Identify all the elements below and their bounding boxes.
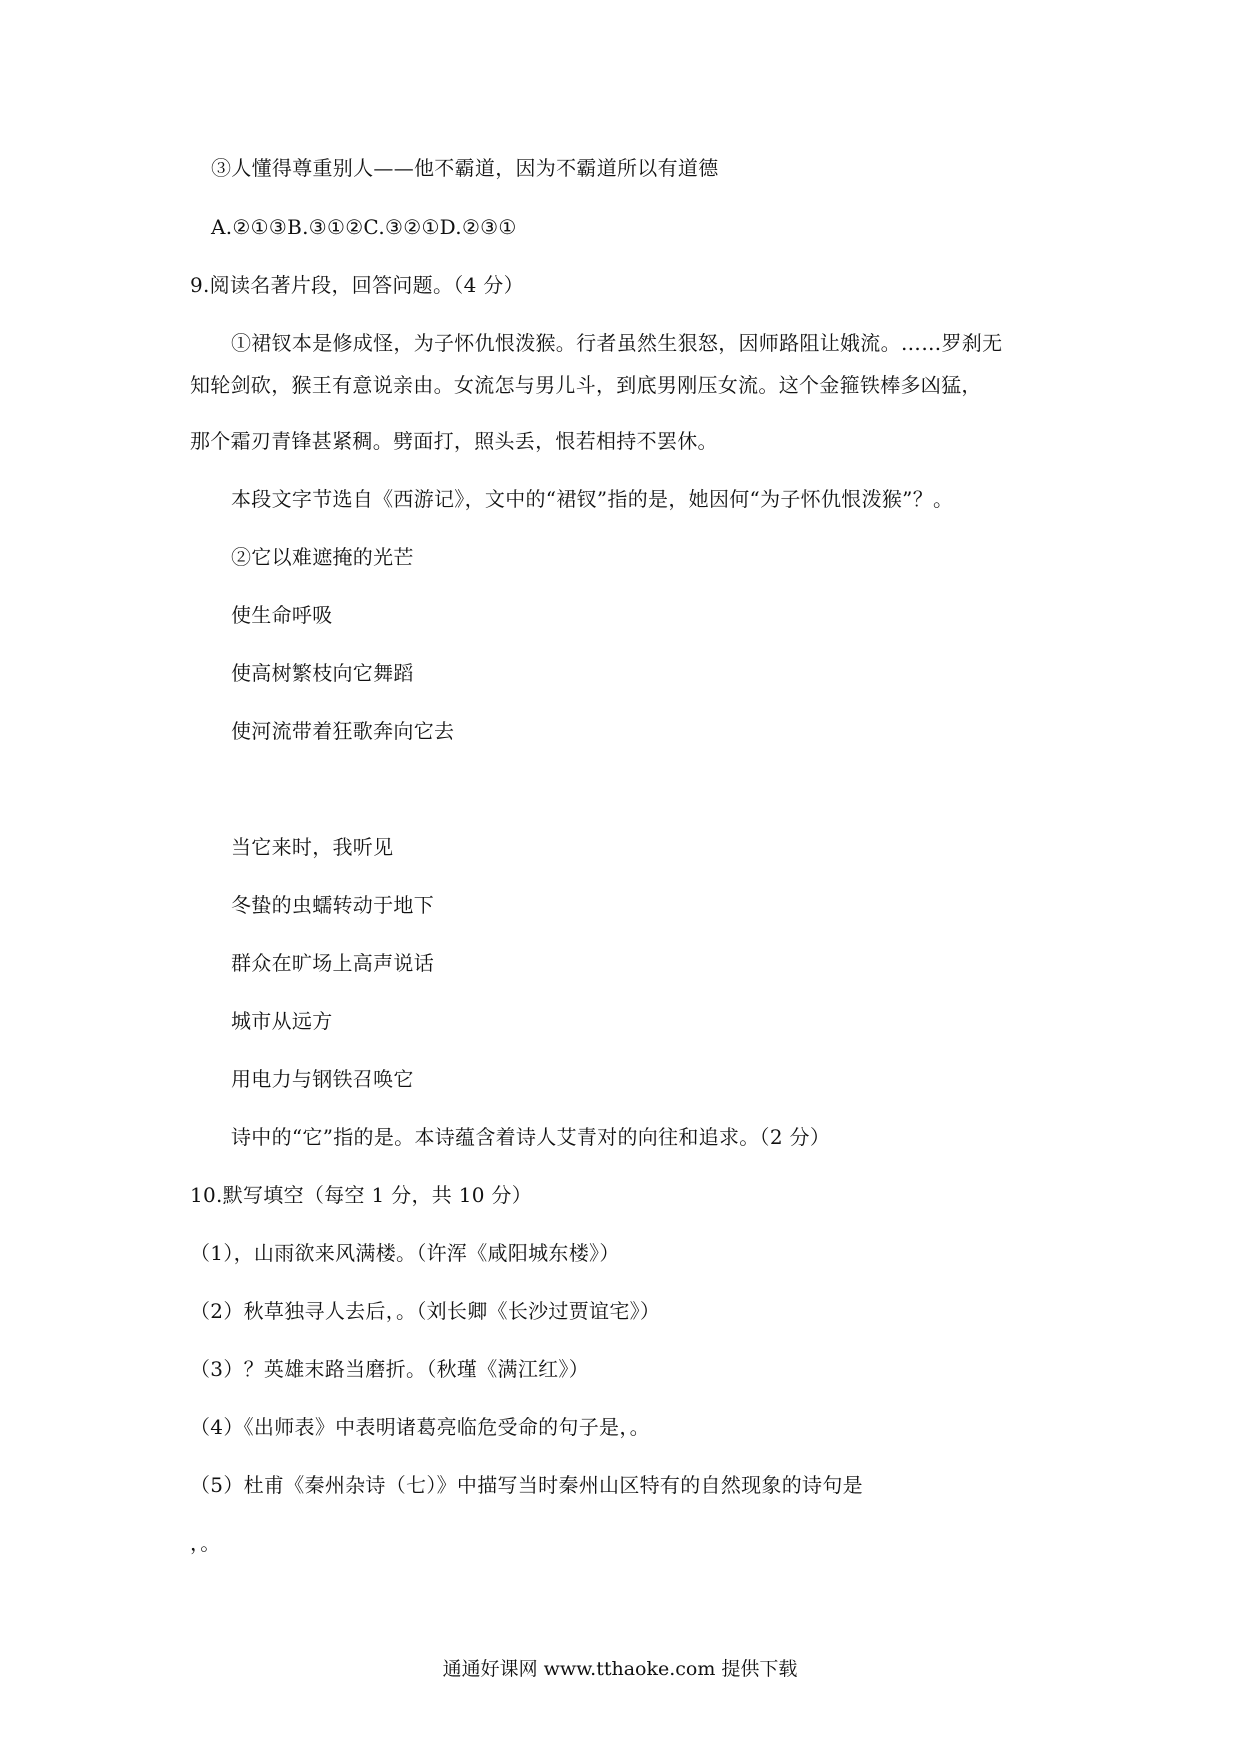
question-9-heading: 9.阅读名著片段，回答问题。（4 分） (190, 273, 524, 297)
fill-item-2: （2）秋草独寻人去后，。（刘长卿《长沙过贾谊宅》） (190, 1299, 661, 1323)
fill-item-3: （3）？英雄末路当磨折。（秋瑾《满江红》） (190, 1357, 590, 1381)
poem-line-7: 群众在旷场上高声说话 (231, 951, 434, 975)
passage-line-2: 知轮剑砍，猴王有意说亲由。女流怎与男儿斗，到底男刚压女流。这个金箍铁棒多凶猛， (190, 373, 982, 397)
poem-line-5: 当它来时，我听见 (231, 835, 394, 859)
page-footer: 通通好课网 www.tthaoke.com 提供下载 (442, 1658, 798, 1680)
passage-line-1: ①裙钗本是修成怪，为子怀仇恨泼猴。行者虽然生狠怒，因师路阻让娥流。……罗刹无 (231, 331, 1003, 355)
question-10-heading: 10.默写填空（每空 1 分，共 10 分） (190, 1183, 533, 1207)
fill-item-4: （4）《出师表》中表明诸葛亮临危受命的句子是，。 (190, 1415, 650, 1439)
poem-line-4: 使河流带着狂歌奔向它去 (231, 719, 455, 743)
answer-choices: A.②①③B.③①②C.③②①D.②③① (211, 215, 517, 239)
option-line-3: ③人懂得尊重别人——他不霸道，因为不霸道所以有道德 (211, 156, 719, 180)
poem-line-3: 使高树繁枝向它舞蹈 (231, 661, 414, 685)
passage-line-3: 那个霜刃青锋甚紧稠。劈面打，照头丢，恨若相持不罢休。 (190, 429, 718, 453)
poem-line-6: 冬蛰的虫蠕转动于地下 (231, 893, 434, 917)
poem-line-8: 城市从远方 (231, 1009, 333, 1033)
fill-item-5: （5）杜甫《秦州杂诗（七）》中描写当时秦州山区特有的自然现象的诗句是 (190, 1473, 863, 1497)
poem-line-2: 使生命呼吸 (231, 603, 333, 627)
question-9-sub-1: 本段文字节选自《西游记》，文中的“裙钗”指的是，她因何“为子怀仇恨泼猴”？。 (231, 487, 954, 511)
fill-item-5-continuation: ，。 (190, 1531, 221, 1555)
question-9-sub-2: 诗中的“它”指的是。本诗蕴含着诗人艾青对的向往和追求。（2 分） (231, 1125, 831, 1149)
poem-line-9: 用电力与钢铁召唤它 (231, 1067, 414, 1091)
fill-item-1: （1），山雨欲来风满楼。（许浑《咸阳城东楼》） (190, 1241, 620, 1265)
poem-line-1: ②它以难遮掩的光芒 (231, 545, 414, 569)
